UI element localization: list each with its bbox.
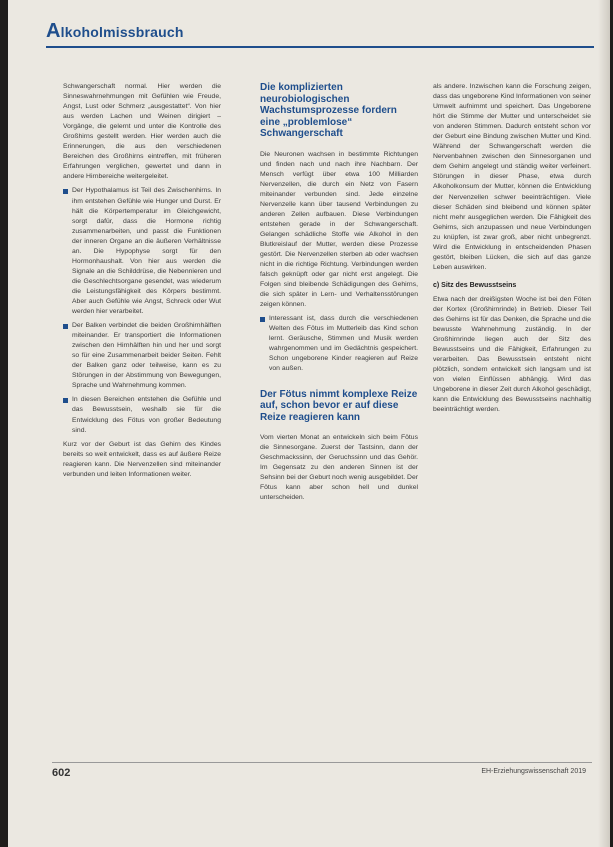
col3-paragraph-1: als andere. Inzwischen kann die Forschung zeigen, dass das ungeborene Kind Informationen von seiner Umwelt aufnimmt und speichert. Das Ungeborene hört die Stimme der Mutter und unterscheidet sie von anderen Stimmen. Dadurch entsteht schon vor der Geburt eine Bindung zwischen Mutter und Kind. Während der Schwangerschaft werden die Nervenbahnen zwischen den Sinnesorganen und dem Gehirn angelegt und ständig weiter verfeinert. Störungen in dieser Phase, etwa durch Alkoholkonsum der Mutter, können die Entwicklung der Nervenzellen schwer beeinträchtigen. Viele dieser Schäden sind bleibend und können später nicht mehr ausgeglichen werden. Die Fähigkeit des Gehirns, sich anzupassen und neue Verbindungen zu knüpfen, ist zwar groß, aber nicht unbegrenzt. Wird die Entwicklung in entscheidenden Phasen gestört, bleiben Lücken, die sich auf das ganze Leben auswirken. bbox=[433, 83, 591, 271]
col2-paragraph-2: Vom vierten Monat an entwickeln sich beim Fötus die Sinnesorgane. Zuerst der Tastsinn, dann der Geschmackssinn, der Geruchssinn und das Gehör. Im Gegensatz zu den anderen Sinnen ist der Sehsinn bei der Geburt noch wenig ausgebildet. Der Fötus kann aber schon hell und dunkel unterscheiden. bbox=[260, 434, 418, 502]
footer-rule bbox=[52, 762, 592, 763]
footer-source: EH-Erziehungswissenschaft 2019 bbox=[481, 768, 586, 775]
header-initial: A bbox=[46, 20, 61, 42]
col1-bullet-3: In diesen Bereichen entstehen die Gefühle und das Bewusstsein, weshalb sie für die Entwicklung des Fötus von großer Bedeutung sind. bbox=[63, 395, 221, 435]
col2-subheading-2: Der Fötus nimmt komplexe Reize auf, schon bevor er auf diese Reize reagieren kann bbox=[260, 388, 418, 423]
scanned-page bbox=[8, 0, 610, 847]
col2-subheading-1: Die komplizierten neurobiologischen Wachstumsprozesse fordern eine „problemlose“ Schwangerschaft bbox=[260, 82, 397, 139]
col1-paragraph-2: Kurz vor der Geburt ist das Gehirn des Kindes bereits so weit entwickelt, dass es auf äußere Reize reagieren kann. Die Nervenzellen sind miteinander verbunden und leiten Informationen weiter. bbox=[63, 440, 221, 478]
col1-bullet-1: Der Hypothalamus ist Teil des Zwischenhirns. In ihm entstehen Gefühle wie Hunger und Durst. Er hält die Körpertemperatur im Gleichgewicht, sorgt dafür, dass die Hormone richtig zusammenarbeiten, und passt die Funktionen der inneren Organe an die äußeren Verhältnisse an. Die Hypophyse sorgt für den Hormonhaushalt. Von hier aus werden die Signale an die Schilddrüse, die Nebennieren und die Geschlechtsorgane gesendet, was wiederum die Leistungsfähigkeit des Körpers bestimmt. Aber auch Gefühle wie Angst, Schreck oder Wut werden hier verarbeitet. bbox=[63, 186, 221, 317]
header-title: lkoholmissbrauch bbox=[60, 24, 184, 40]
column-3 bbox=[433, 82, 591, 420]
col3-section-heading: c) Sitz des Bewusstseins bbox=[433, 281, 517, 289]
column-2 bbox=[260, 82, 418, 507]
column-1 bbox=[63, 82, 221, 484]
header-rule bbox=[46, 46, 594, 48]
page-header bbox=[46, 20, 184, 43]
col3-paragraph-2: Etwa nach der dreißigsten Woche ist bei den Föten der Kortex (Großhirnrinde) in Betrieb. Dieser Teil des Gehirns ist für das Denken, die Sprache und die bewusste Wahrnehmung zuständig. In der Großhirnrinde liegen auch der Sitz des Bewusstseins und die Fähigkeit, Erfahrungen zu verarbeiten. Das Bewusstsein entsteht nicht plötzlich, sondern entwickelt sich langsam und ist von vielen Einflüssen abhängig. Wird das Ungeborene in dieser Zeit durch Alkohol geschädigt, kann die Entwicklung des Bewusstseins nachhaltig beeinträchtigt werden. bbox=[433, 295, 591, 414]
col1-paragraph-1: Schwangerschaft normal. Hier werden die Sinneswahrnehmungen mit Gefühlen wie Freude, Angst, Lust oder Schmerz „ausgestattet“. Von hier aus werden Lachen und Weinen dirigiert – Vorgänge, die gelernt und unter die Kontrolle des Großhirns gestellt werden. Hier werden auch die Erinnerungen, die aus den verschiedenen Bereichen des Großhirns eintreffen, mit früheren Erfahrungen verglichen, gewertet und dann in andere Hirnbereiche weitergeleitet. bbox=[63, 83, 221, 181]
col2-bullet-1: Interessant ist, dass durch die verschiedenen Welten des Fötus im Mutterleib das Kind schon lernt. Geräusche, Stimmen und Musik werden wahrgenommen und im Gedächtnis gespeichert. Schon ungeborene Kinder reagieren auf Reize von außen. bbox=[260, 314, 418, 374]
page-edge-shadow bbox=[598, 0, 610, 847]
page-number: 602 bbox=[52, 767, 71, 779]
col2-paragraph-1: Die Neuronen wachsen in bestimmte Richtungen und finden nach und nach ihre Nachbarn. Der Mensch verfügt über etwa 100 Milliarden Nervenzellen, die durch ein Netz von Fasern miteinander verbunden sind. Jede einzelne Nervenzelle kann über tausend Verbindungen zu anderen Zellen aufbauen. Diese Verbindungen entstehen gerade in der Schwangerschaft. Gelangen schädliche Stoffe wie Alkohol in den Blutkreislauf der Mutter, werden diese Prozesse gestört. Die Nervenzellen sterben ab oder wachsen nicht in die richtige Richtung. Verbindungen werden falsch geknüpft oder gar nicht erst angelegt. Die Folgen sind bleibende Schädigungen des Gehirns, die sich später in Lern- und Verhaltensstörungen zeigen können. bbox=[260, 150, 418, 309]
col1-bullet-2: Der Balken verbindet die beiden Großhirnhälften miteinander. Er transportiert die Informationen zwischen den Hirnhälften hin und her und sorgt so für eine Zusammenarbeit beider Seiten. Fehlt der Balken ganz oder teilweise, kann es zu Störungen in der Abstimmung von Bewegungen, Sprache und Wahrnehmung kommen. bbox=[63, 321, 221, 391]
